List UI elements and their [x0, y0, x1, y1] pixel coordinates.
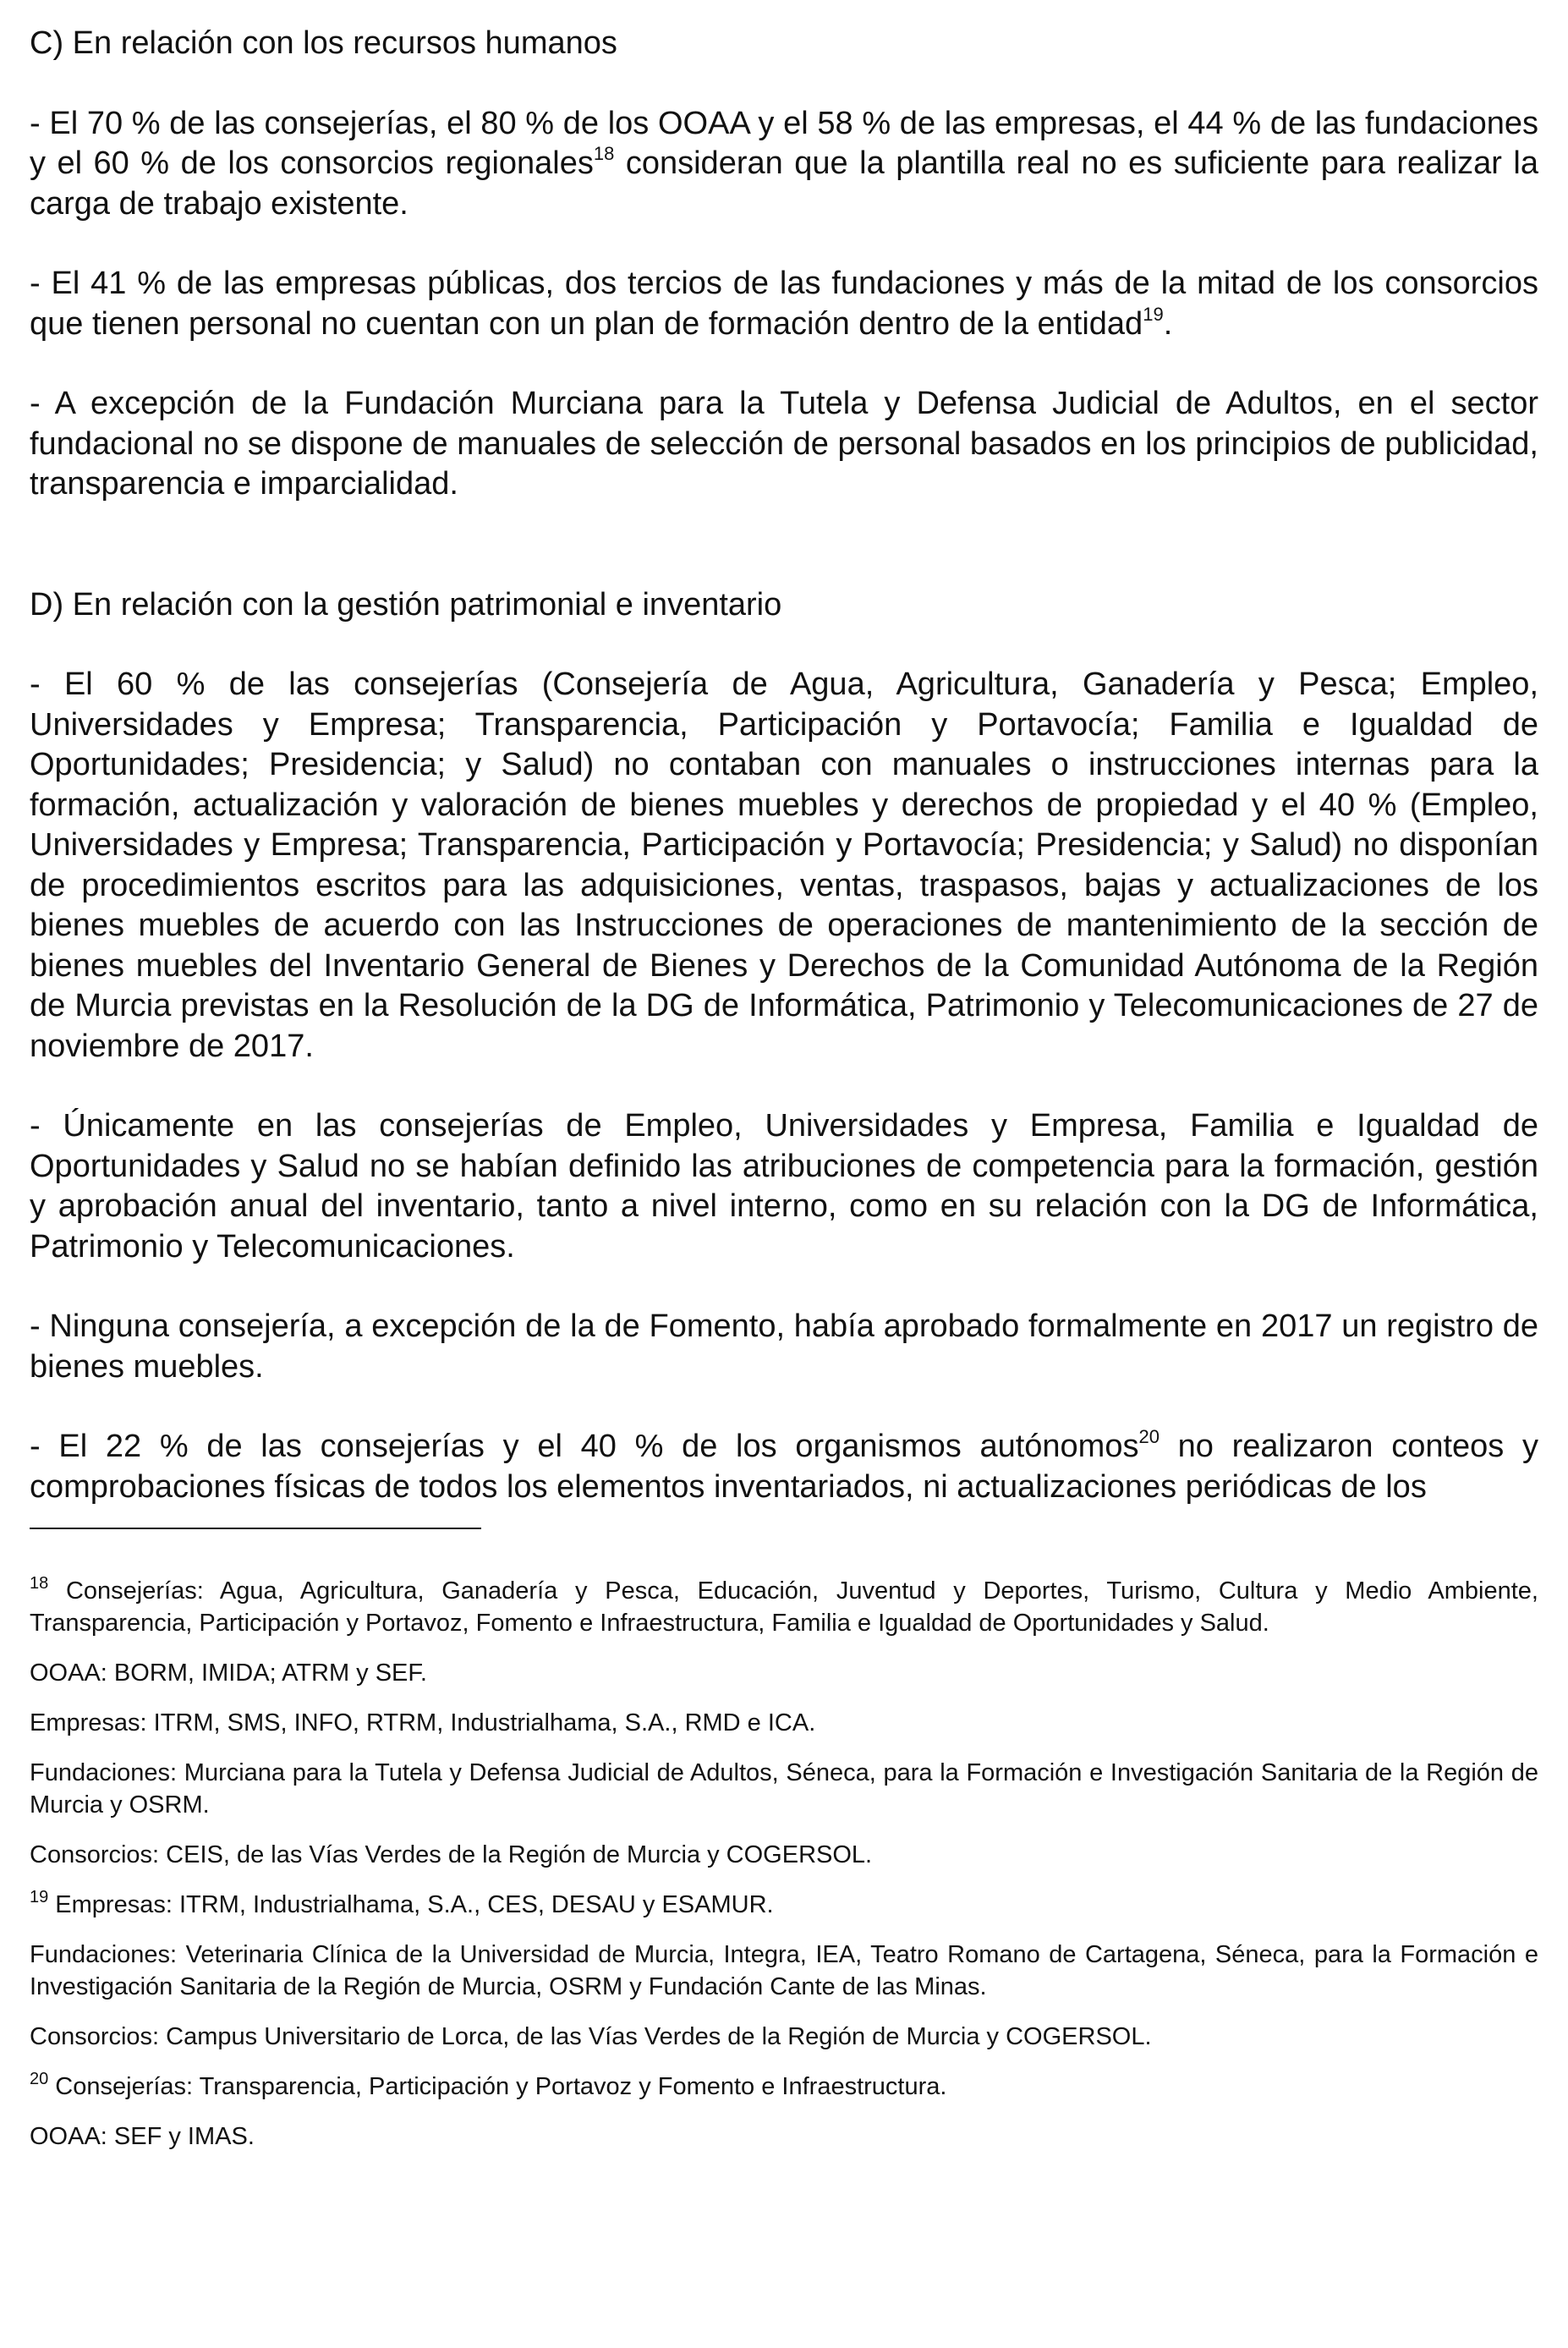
footnote-18-consorcios: Consorcios: CEIS, de las Vías Verdes de la Región de Murcia y COGERSOL. [30, 1841, 873, 1868]
footnote-ref-18: 18 [593, 143, 615, 164]
section-d-paragraph-2: - Únicamente en las consejerías de Empleo, Universidades y Empresa, Familia e Igualdad de Oportunidades y Salud no se habían definido las atribuciones de competencia para la formación, gestión y aprobación anual del inventario, tanto a nivel interno, como en su relación con la DG de Informática, Patrimonio y Telecomunicaciones. [30, 1108, 1538, 1265]
section-c-paragraph-1: - El 70 % de las consejerías, el 80 % de los OOAA y el 58 % de las empresas, el 44 % de las fundaciones y el 60 % de los consorcios regionales$^{18}$ consideran que la plantilla real no es suficiente para realizar la carga de trabajo existente. [30, 105, 1538, 222]
document-body [30, 24, 1538, 1507]
section-d-heading: D) En relación con la gestión patrimonial e inventario [30, 586, 782, 623]
footnote-separator [30, 1528, 481, 1529]
section-c-paragraph-2: - El 41 % de las empresas públicas, dos tercios de las fundaciones y más de la mitad de los consorcios que tienen personal no cuentan con un plan de formación dentro de la entidad$^{19}$. [30, 266, 1538, 342]
footnote-ref-20: 20 [1138, 1426, 1160, 1447]
section-d-paragraph-1: - El 60 % de las consejerías (Consejería de Agua, Agricultura, Ganadería y Pesca; Empleo, Universidades y Empresa; Transparencia, Participación y Portavocía; Familia e Igualdad de Oportunidades; Presidencia; y Salud) no contaban con manuales o instrucciones internas para la formación, actualización y valoración de bienes muebles y derechos de propiedad y el 40 % (Empleo, Universidades y Empresa; Transparencia, Participación y Portavocía; Presidencia; y Salud) no disponían de procedimientos escritos para las adquisiciones, ventas, traspasos, bajas y actualizaciones de los bienes muebles de acuerdo con las Instrucciones de operaciones de mantenimiento de la sección de bienes muebles del Inventario General de Bienes y Derechos de la Comunidad Autónoma de la Región de Murcia previstas en la Resolución de la DG de Informática, Patrimonio y Telecomunicaciones de 27 de noviembre de 2017. [30, 667, 1538, 1064]
section-d-paragraph-3: - Ninguna consejería, a excepción de la de Fomento, había aprobado formalmente en 2017 un registro de bienes muebles. [30, 1308, 1538, 1385]
footnote-18-ooaa: OOAA: BORM, IMIDA; ATRM y SEF. [30, 1660, 427, 1687]
footnote-18: $^{18}$ Consejerías: Agua, Agricultura, Ganadería y Pesca, Educación, Juventud y Deportes, Turismo, Cultura y Medio Ambiente, Transparencia, Participación y Portavoz, Fomento e Infraestructura, Familia e Igualdad de Oportunidades y Salud. [30, 1574, 1538, 1637]
footnote-19-consorcios: Consorcios: Campus Universitario de Lorca, de las Vías Verdes de la Región de Murcia y COGERSOL. [30, 2023, 1152, 2050]
footnote-18-fundaciones: Fundaciones: Murciana para la Tutela y Defensa Judicial de Adultos, Séneca, para la Formación e Investigación Sanitaria de la Región de Murcia y OSRM. [30, 1759, 1538, 1819]
footnote-20-ooaa: OOAA: SEF y IMAS. [30, 2123, 255, 2150]
footnotes [30, 1575, 1538, 2170]
section-c-paragraph-3: - A excepción de la Fundación Murciana para la Tutela y Defensa Judicial de Adultos, en el sector fundacional no se dispone de manuales de selección de personal basados en los principios de publicidad, transparencia e imparcialidad. [30, 386, 1538, 502]
footnote-19-fundaciones: Fundaciones: Veterinaria Clínica de la Universidad de Murcia, Integra, IEA, Teatro Romano de Cartagena, Séneca, para la Formación e Investigación Sanitaria de la Región de Murcia, OSRM y Fundación Cante de las Minas. [30, 1941, 1538, 2000]
section-d-paragraph-4: - El 22 % de las consejerías y el 40 % de los organismos autónomos$^{20}$ no realizaron conteos y comprobaciones físicas de todos los elementos inventariados, ni actualizaciones periódicas de los [30, 1426, 1538, 1505]
footnote-20: $^{20}$ Consejerías: Transparencia, Participación y Portavoz y Fomento e Infraestructura. [30, 2070, 947, 2100]
footnote-19: $^{19}$ Empresas: ITRM, Industrialhama, S.A., CES, DESAU y ESAMUR. [30, 1888, 774, 1918]
footnote-ref-19: 19 [1143, 303, 1164, 325]
footnote-18-empresas: Empresas: ITRM, SMS, INFO, RTRM, Industrialhama, S.A., RMD e ICA. [30, 1709, 816, 1736]
section-c-heading: C) En relación con los recursos humanos [30, 25, 617, 61]
